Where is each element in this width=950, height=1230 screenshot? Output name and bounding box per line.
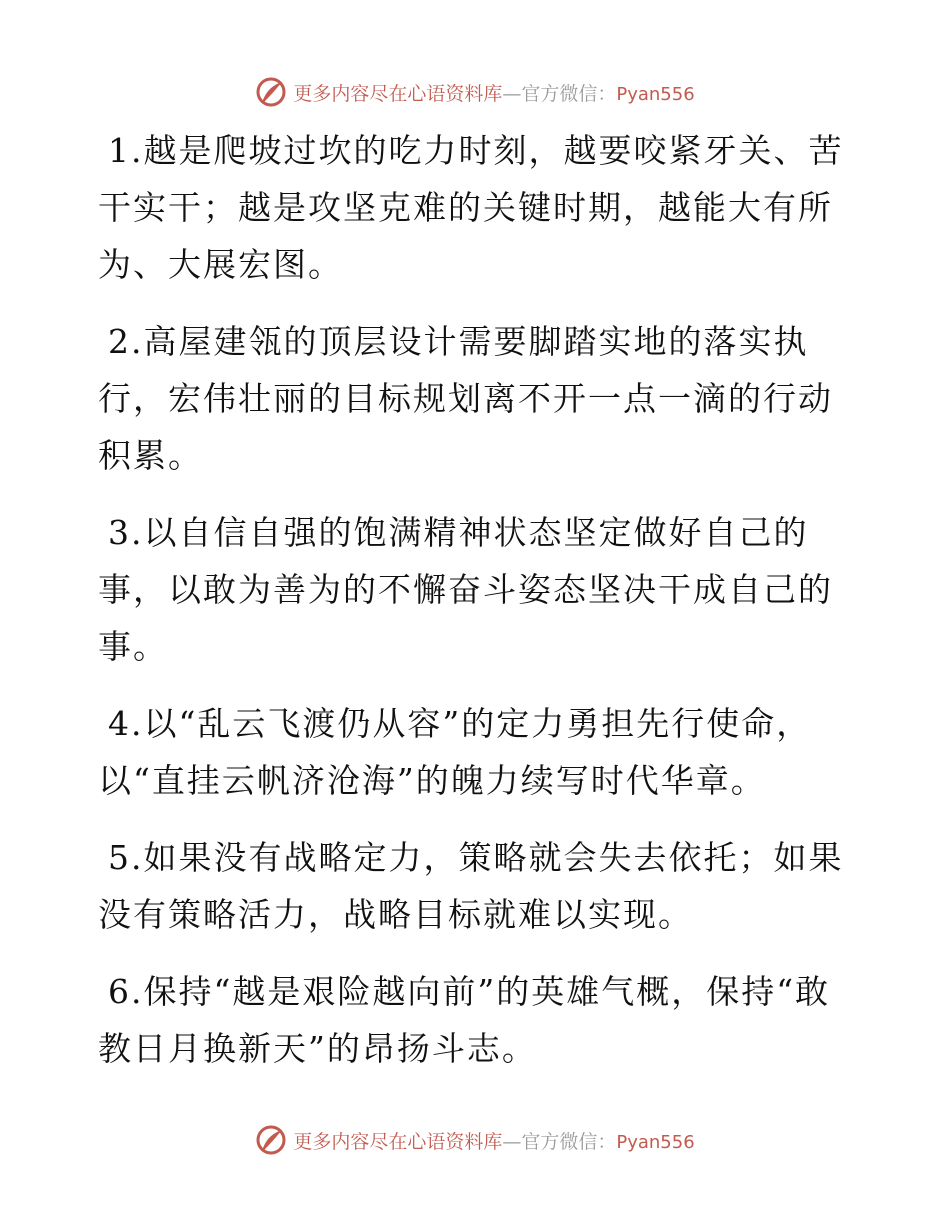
paragraph-text: 高屋建瓴的顶层设计需要脚踏实地的落实执行，宏伟壮丽的目标规划离不开一点一滴的行动积累。 [98,322,833,475]
paragraph-text: 以自信自强的饱满精神状态坚定做好自己的事，以敢为善为的不懈奋斗姿态坚决干成自己的事。 [98,513,833,666]
paragraph-number: 3. [108,513,144,552]
paragraph-number: 2. [108,322,144,361]
paragraph-text: 以“乱云飞渡仍从容”的定力勇担先行使命，以“直挂云帆济沧海”的魄力续写时代华章。 [98,704,812,800]
paragraph-text: 保持“越是艰险越向前”的英雄气概，保持“敢教日月换新天”的昂扬斗志。 [98,972,831,1068]
paragraph-1 [98,122,858,293]
banner-main-text: 更多内容尽在心语资料库 [293,82,503,105]
banner-wechat-label: 官方微信： [521,1130,617,1153]
banner-separator: — [502,82,522,105]
banner-separator: — [502,1130,522,1153]
paragraph-2 [98,313,858,484]
paragraph-4 [98,695,858,809]
paragraph-text: 越是爬坡过坎的吃力时刻，越要咬紧牙关、苦干实干；越是攻坚克难的关键时期，越能大有所为、大展宏图。 [98,131,844,284]
paragraph-number: 4. [108,704,144,743]
paragraph-3 [98,504,858,675]
feather-logo-icon [255,76,287,108]
document-body [98,122,858,1097]
banner-main-text: 更多内容尽在心语资料库 [293,1130,503,1153]
paragraph-number: 1. [108,131,144,170]
paragraph-5 [98,829,858,943]
footer-banner [0,1120,950,1160]
paragraph-6 [98,963,858,1077]
banner-text [293,79,694,106]
header-banner [0,72,950,112]
paragraph-number: 6. [108,972,144,1011]
banner-wechat-label: 官方微信： [521,82,617,105]
paragraph-text: 如果没有战略定力，策略就会失去依托；如果没有策略活力，战略目标就难以实现。 [98,838,844,934]
banner-wechat-id: Pyan556 [616,1131,695,1153]
feather-logo-icon [255,1124,287,1156]
paragraph-number: 5. [108,838,144,877]
banner-text [293,1127,694,1154]
banner-wechat-id: Pyan556 [616,83,695,105]
